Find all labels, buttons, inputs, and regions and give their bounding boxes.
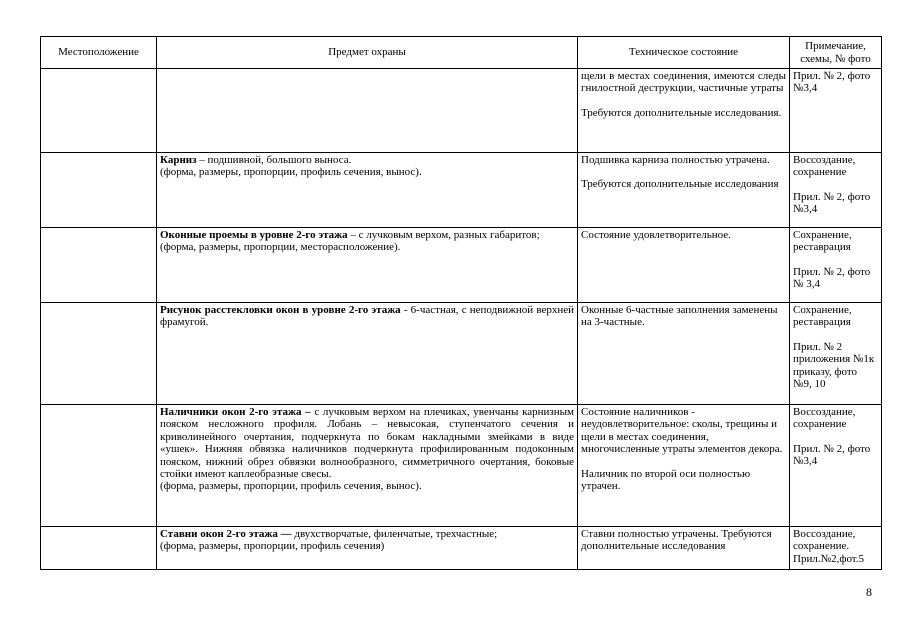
header-subject: Предмет охраны: [157, 37, 578, 69]
header-condition: Техническое состояние: [578, 37, 790, 69]
subject-text: – с лучковым верхом, разных габаритов;: [347, 229, 540, 241]
subject-text: двухстворчатые, филенчатые, трехчастные;: [291, 528, 498, 540]
subject-title: Карниз: [160, 154, 197, 166]
subject-extra: (форма, размеры, пропорции, месторасположение).: [160, 241, 401, 254]
subject-cell: [157, 527, 578, 570]
condition-text: щели в местах соединения, имеются следы гнилостной деструкции, частичные утраты: [581, 70, 786, 95]
location-cell: [41, 153, 157, 228]
condition-text: Оконные 6-частные заполнения заменены на 3-частные.: [581, 304, 778, 329]
notes-text-2: Прил. № 2, фото №3,4: [793, 442, 871, 468]
subject-extra: (форма, размеры, пропорции, профиль сечения, вынос).: [160, 166, 422, 179]
location-cell: [41, 69, 157, 153]
notes-cell: [790, 153, 882, 228]
notes-cell: [790, 228, 882, 303]
condition-text: Состояние удовлетворительное.: [581, 229, 731, 241]
notes-text-2: Прил. № 2, фото № 3,4: [793, 265, 871, 291]
subject-cell: [157, 69, 578, 153]
subject-title: Рисунок расстекловки окон в уровне 2-го этажа: [160, 304, 401, 316]
condition-text-2: Требуются дополнительные исследования: [581, 178, 779, 191]
table-row: [41, 228, 882, 303]
table-row: [41, 153, 882, 228]
table-row: [41, 405, 882, 527]
location-cell: [41, 405, 157, 527]
header-row: [41, 37, 882, 69]
notes-text: Воссоздание, сохранение. Прил.№2,фот.5: [793, 528, 865, 565]
header-location: Местоположение: [41, 37, 157, 69]
location-cell: [41, 228, 157, 303]
subject-title: Наличники окон 2-го этажа –: [160, 406, 311, 418]
subject-extra: (форма, размеры, пропорции, профиль сечения, вынос).: [160, 480, 422, 493]
notes-text: Воссоздание, сохранение: [793, 154, 856, 179]
notes-text: Прил. № 2, фото №3,4: [793, 70, 871, 95]
notes-text: Сохранение, реставрация: [793, 229, 852, 254]
subject-text: – подшивной, большого выноса.: [196, 154, 352, 166]
notes-cell: [790, 303, 882, 405]
notes-text-2: Прил. № 2 приложения №1к приказу, фото №9, 10: [793, 340, 875, 391]
location-cell: [41, 527, 157, 570]
condition-cell: [578, 527, 790, 570]
condition-text-2: Требуются дополнительные исследования.: [581, 106, 782, 119]
heritage-table: [40, 36, 882, 570]
notes-cell: [790, 405, 882, 527]
condition-cell: [578, 153, 790, 228]
condition-cell: [578, 69, 790, 153]
condition-text: Подшивка карниза полностью утрачена.: [581, 154, 770, 166]
table-row: [41, 69, 882, 153]
notes-cell: [790, 527, 882, 570]
subject-text: с лучковым верхом на плечиках, увенчаны карнизным пояском несложного профиля. Лобань – невысокая, ступенчатого сечения и криволинейного очертания, подчеркнута по бокам накладными змейками в виде «ушек». Нижняя обвязка наличников подчеркнута профилированным подоконным пояском, нижний обрез обвязки волнообразного, симметричного очертания, боковые стойки имеют каплеобразные свесы.: [160, 406, 574, 481]
subject-title: Ставни окон 2-го этажа —: [160, 528, 292, 540]
subject-text: - 6-частная, с неподвижной верхней фрамугой.: [160, 304, 574, 329]
condition-cell: [578, 405, 790, 527]
header-notes: Примечание, схемы, № фото: [790, 37, 882, 69]
condition-text-2: Наличник по второй оси полностью утрачен.: [581, 467, 751, 493]
notes-text: Воссоздание, сохранение: [793, 406, 856, 431]
table-row: [41, 303, 882, 405]
condition-text: Ставни полностью утрачены. Требуются дополнительные исследования: [581, 528, 772, 553]
location-cell: [41, 303, 157, 405]
subject-extra: (форма, размеры, пропорции, профиль сечения): [160, 540, 385, 553]
subject-cell: [157, 228, 578, 303]
subject-title: Оконные проемы в уровне 2-го этажа: [160, 229, 348, 241]
table-row: [41, 527, 882, 570]
notes-text-2: Прил. № 2, фото №3,4: [793, 190, 871, 216]
condition-cell: [578, 303, 790, 405]
subject-cell: [157, 405, 578, 527]
notes-cell: [790, 69, 882, 153]
page-number: 8: [866, 585, 872, 599]
subject-cell: [157, 153, 578, 228]
notes-text: Сохранение, реставрация: [793, 304, 852, 329]
condition-text: Состояние наличников - неудовлетворительное: сколы, трещины и щели в местах соединения, многочисленные утраты элементов декора.: [581, 406, 783, 456]
condition-cell: [578, 228, 790, 303]
subject-cell: [157, 303, 578, 405]
